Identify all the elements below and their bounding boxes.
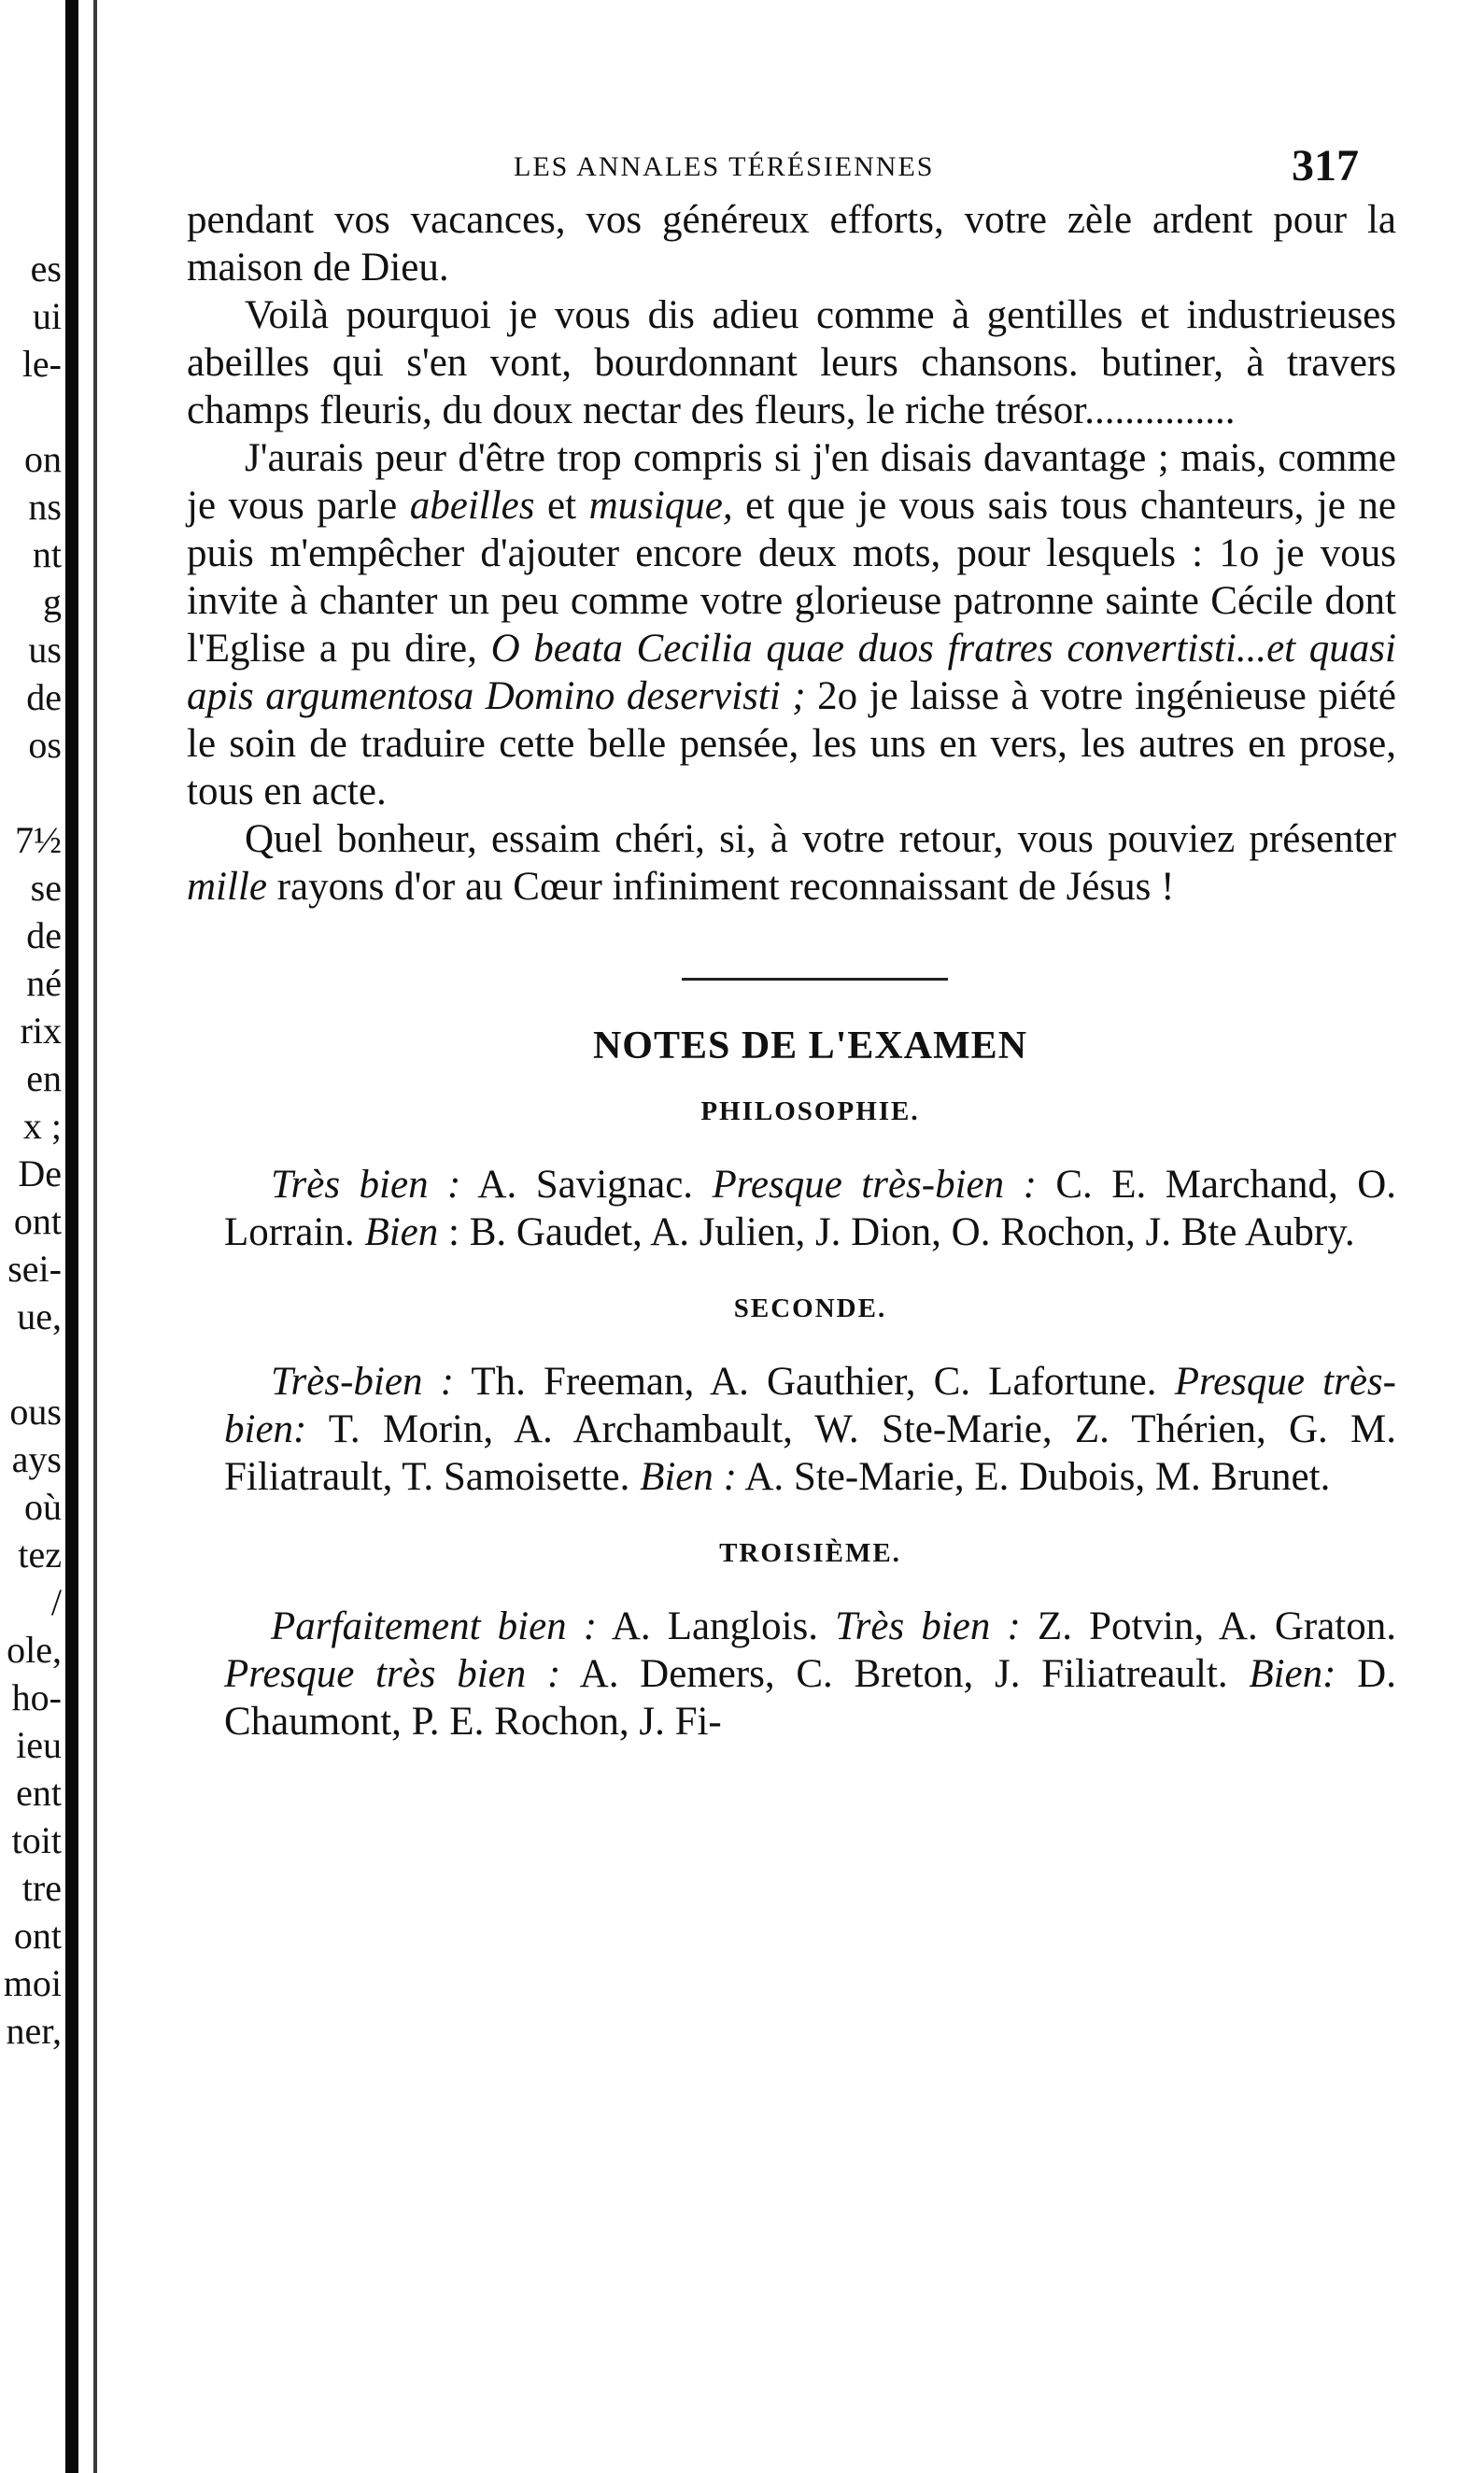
margin-fragment: en <box>26 1057 62 1099</box>
italic-text: mille <box>187 865 267 909</box>
text: Quel bonheur, essaim chéri, si, à votre retour, vous pouviez présenter <box>245 817 1396 861</box>
margin-fragment: moi <box>3 1962 62 2004</box>
notes-seconde <box>224 1358 1396 1501</box>
margin-fragment: es <box>30 247 62 290</box>
text: et que je vous sais tous chanteurs, je ne puis m'empêcher d'ajouter encore deux mots, pour lesquels : 1o je vous invite à chanter un peu comme votre glorieuse patronne sainte Cécile dont l'Eglise a pu dire, <box>187 484 1396 671</box>
margin-fragment: ous <box>9 1391 62 1433</box>
paragraph-2: Voilà pourquoi je vous dis adieu comme à gentilles et industrieuses abeilles qui s'en vont, bourdonnant leurs chansons. butiner, à travers champs fleuris, du doux nectar des fleurs, le riche trésor............... <box>187 293 1396 432</box>
grade-label: Très bien : <box>835 1604 1021 1648</box>
margin-fragment: on <box>24 438 62 480</box>
names: D. Chaumont, P. E. Rochon, J. Fi- <box>224 1652 1396 1744</box>
margin-fragment: ner, <box>6 2010 62 2052</box>
margin-fragment <box>0 769 62 816</box>
grade-label: Presque très-bien: <box>224 1360 1396 1451</box>
margin-fragment: / <box>50 1581 62 1623</box>
section-divider <box>682 978 948 981</box>
names: Z. Potvin, A. Graton. <box>1020 1604 1396 1648</box>
margin-fragment: us <box>28 629 62 671</box>
margin-fragment: sei- <box>7 1248 62 1290</box>
grade-label: Parfaitement bien : <box>271 1604 598 1648</box>
grade-label: Très-bien : <box>271 1360 454 1404</box>
names: A. Demers, C. Breton, J. Filiatreault. <box>560 1652 1250 1696</box>
margin-fragment: tre <box>21 1867 62 1909</box>
paragraph-4 <box>187 815 1396 911</box>
margin-fragment: toit <box>11 1819 62 1861</box>
paragraph-3 <box>187 434 1396 815</box>
binding-shadow <box>65 0 78 2473</box>
notes-philosophie <box>224 1161 1396 1256</box>
margin-fragment: ui <box>32 295 62 337</box>
names: A. Savignac. <box>460 1163 713 1207</box>
text: et <box>534 484 589 528</box>
grade-label: Très bien : <box>271 1163 461 1207</box>
margin-fragment: né <box>26 962 62 1004</box>
margin-fragment: De <box>18 1152 62 1194</box>
margin-fragment: de <box>26 676 62 718</box>
facing-page-fragments <box>0 245 62 2055</box>
binding-edge <box>93 0 97 2473</box>
names: Th. Freeman, A. Gauthier, C. Lafortune. <box>453 1360 1175 1404</box>
text: rayons d'or au Cœur infiniment reconnaissant de Jésus ! <box>266 865 1175 909</box>
grade-label: Presque très-bien : <box>712 1163 1037 1207</box>
margin-fragment: ays <box>11 1438 62 1480</box>
grade-label: Bien : <box>640 1455 737 1499</box>
grade-label: Presque très bien : <box>224 1652 561 1696</box>
subheading-philosophie: PHILOSOPHIE. <box>700 1096 920 1126</box>
margin-fragment: de <box>26 914 62 956</box>
margin-fragment: se <box>30 867 62 909</box>
margin-fragment: ho- <box>11 1676 62 1718</box>
italic-text: musique, <box>588 484 733 528</box>
margin-fragment: nt <box>32 533 62 575</box>
names: : B. Gaudet, A. Julien, J. Dion, O. Rochon, J. Bte Aubry. <box>438 1210 1355 1254</box>
margin-fragment: x ; <box>22 1105 62 1147</box>
margin-fragment: le- <box>21 343 62 385</box>
paragraph-1: pendant vos vacances, vos généreux efforts, votre zèle ardent pour la maison de Dieu. <box>187 198 1396 290</box>
section-title: NOTES DE L'EXAMEN <box>592 1025 1028 1067</box>
names: C. E. Marchand, O. Lorrain. <box>224 1163 1397 1254</box>
subheading-seconde: SECONDE. <box>733 1293 887 1323</box>
margin-fragment: ont <box>13 1915 62 1957</box>
grade-label: Bien <box>364 1210 439 1254</box>
names: A. Ste-Marie, E. Dubois, M. Brunet. <box>736 1455 1331 1499</box>
margin-fragment: ue, <box>17 1295 62 1337</box>
margin-fragment: tez <box>18 1533 62 1576</box>
names: A. Langlois. <box>597 1604 836 1648</box>
margin-fragment: ns <box>28 486 62 528</box>
running-head <box>187 140 1396 196</box>
margin-fragment: ole, <box>7 1629 62 1671</box>
margin-fragment: ieu <box>16 1724 62 1766</box>
margin-fragment: os <box>28 724 62 766</box>
names: T. Morin, A. Archambault, W. Ste-Marie, Z. Thérien, G. M. Filiatrault, T. Samoisette. <box>224 1407 1396 1499</box>
margin-fragment: rix <box>20 1010 62 1052</box>
notes-troisieme <box>224 1603 1396 1745</box>
running-title: LES ANNALES TÉRÉSIENNES <box>514 151 935 182</box>
margin-fragment: où <box>24 1486 62 1528</box>
margin-fragment: ont <box>13 1200 62 1242</box>
margin-fragment: ent <box>16 1772 62 1814</box>
margin-fragment <box>0 388 62 435</box>
page-number: 317 <box>1292 141 1359 191</box>
margin-fragment <box>0 1340 62 1388</box>
grade-label: Bien: <box>1249 1652 1336 1696</box>
margin-fragment: g <box>43 581 62 623</box>
latin-quote: O beata Cecilia quae duos fratres convertisti...et quasi apis argumentosa Domino deservisti ; <box>187 627 1396 718</box>
page <box>187 140 1396 1783</box>
italic-text: abeilles <box>409 484 535 528</box>
text: 2o je laisse à votre ingénieuse piété le soin de traduire cette belle pensée, les uns en vers, les autres en prose, tous en acte. <box>187 674 1396 813</box>
subheading-troisieme: TROISIÈME. <box>719 1538 901 1568</box>
text: J'aurais peur d'être trop compris si j'en disais davantage ; mais, comme je vous parle <box>187 436 1396 528</box>
margin-fragment: 7½ <box>15 819 62 861</box>
